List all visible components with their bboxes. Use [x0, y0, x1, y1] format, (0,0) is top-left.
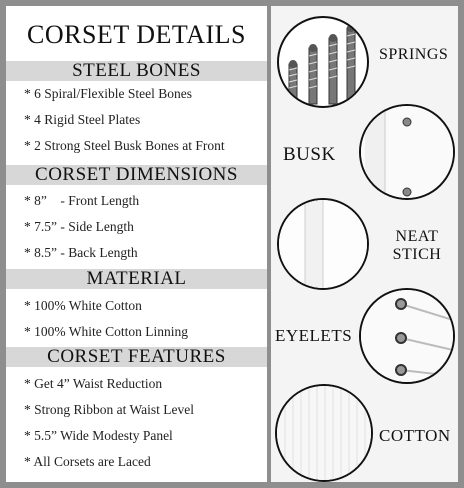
features-heading: CORSET FEATURES — [6, 347, 267, 367]
eyelets-label: EYELETS — [275, 326, 353, 345]
cotton-label: COTTON — [379, 426, 451, 445]
list-item: * 100% White Cotton Linning — [24, 324, 188, 339]
list-item: * Strong Ribbon at Waist Level — [24, 402, 195, 417]
list-item: * All Corsets are Laced — [24, 454, 151, 469]
dimensions-heading: CORSET DIMENSIONS — [6, 165, 267, 185]
stitch-photo — [277, 198, 369, 290]
busk-photo — [359, 104, 455, 200]
springs-photo — [277, 16, 369, 108]
details-panel — [6, 6, 267, 482]
list-item: * 4 Rigid Steel Plates — [24, 112, 141, 127]
photo-panel — [271, 6, 458, 482]
list-item: * 7.5” - Side Length — [24, 219, 134, 234]
list-item: * 100% White Cotton — [24, 298, 142, 313]
list-item: * 8” - Front Length — [24, 193, 140, 208]
list-item: * 2 Strong Steel Busk Bones at Front — [24, 138, 225, 153]
springs-label: SPRINGS — [379, 46, 449, 63]
material-heading: MATERIAL — [6, 269, 267, 289]
eyelets-photo — [359, 288, 455, 384]
cotton-photo — [275, 384, 373, 482]
list-item: * 5.5” Wide Modesty Panel — [24, 428, 173, 443]
list-item: * 8.5” - Back Length — [24, 245, 138, 260]
list-item: * Get 4” Waist Reduction — [24, 376, 163, 391]
page-title: CORSET DETAILS — [27, 20, 246, 49]
list-item: * 6 Spiral/Flexible Steel Bones — [24, 86, 192, 101]
neat-label: NEAT — [395, 228, 439, 245]
busk-label: BUSK — [283, 144, 336, 165]
stich-label: STICH — [392, 246, 442, 263]
steel-bones-heading: STEEL BONES — [6, 61, 267, 81]
